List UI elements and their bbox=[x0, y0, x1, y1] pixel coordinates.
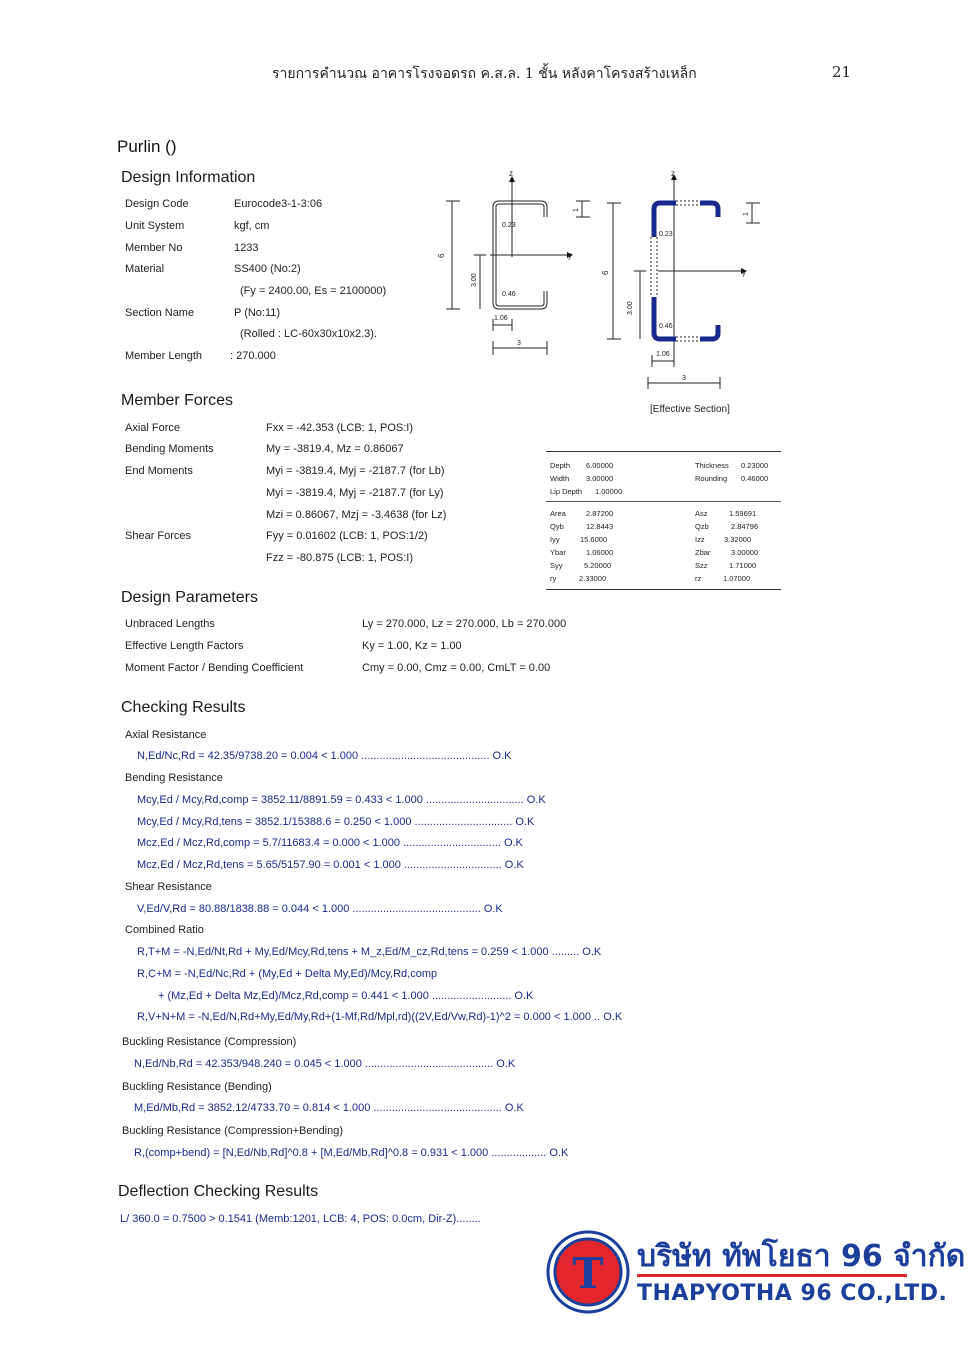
prop-value: 2.84796 bbox=[731, 522, 759, 531]
prop-key: Izz bbox=[695, 535, 705, 544]
right-height-label: 3.00 bbox=[627, 301, 634, 315]
bending-check-y-comp: Mcy,Ed / Mcy,Rd,comp = 3852.11/8891.59 = 0.433 < 1.000 ................................ O.K bbox=[137, 794, 546, 806]
shear-resistance-label: Shear Resistance bbox=[125, 881, 212, 893]
prop-value: 5.20000 bbox=[584, 561, 612, 570]
unbraced-lengths-label: Unbraced Lengths bbox=[125, 618, 215, 630]
combined-ratio-cm-cont: + (Mz,Ed + Delta Mz,Ed)/Mcz,Rd,comp = 0.441 < 1.000 .......................... O.K bbox=[158, 990, 534, 1002]
combined-ratio-vnm: R,V+N+M = -N,Ed/N,Rd+My,Ed/My,Rd+(1-Mf,Rd/Mpl,rd)((2V,Ed/Vw,Rd)-1)^2 = 0.000 < 1.000 .. O.K bbox=[137, 1011, 623, 1023]
design-info-heading: Design Information bbox=[121, 169, 256, 186]
prop-key: Lip Depth bbox=[550, 487, 583, 496]
unit-system-label: Unit System bbox=[125, 220, 185, 232]
prop-key: Zbar bbox=[695, 548, 711, 557]
prop-key: ry bbox=[550, 574, 557, 583]
unbraced-lengths-value: Ly = 270.000, Lz = 270.000, Lb = 270.000 bbox=[362, 618, 567, 630]
prop-value: 1.71000 bbox=[729, 561, 757, 570]
prop-key: Qyb bbox=[550, 522, 564, 531]
effective-length-label: Effective Length Factors bbox=[125, 640, 244, 652]
axial-force-value: Fxx = -42.353 (LCB: 1, POS:I) bbox=[266, 422, 414, 434]
material-label: Material bbox=[125, 263, 165, 275]
member-no-value: 1233 bbox=[234, 242, 259, 254]
prop-value: 1.06000 bbox=[586, 548, 614, 557]
end-moments-lb-value: Myi = -3819.4, Myj = -2187.7 (for Lb) bbox=[266, 465, 445, 477]
prop-key: Thickness bbox=[695, 461, 729, 470]
effective-section-drawing bbox=[607, 175, 760, 389]
right-width-label: 3 bbox=[682, 375, 686, 382]
bending-moments-label: Bending Moments bbox=[125, 443, 214, 455]
member-forces-heading: Member Forces bbox=[121, 392, 234, 409]
combined-ratio-cm: R,C+M = -N,Ed/Nc,Rd + (My,Ed + Delta My,Ed)/Mcy,Rd,comp bbox=[137, 968, 438, 980]
left-z-axis-label: z bbox=[509, 169, 513, 178]
logo-divider bbox=[637, 1274, 907, 1277]
combined-ratio-label: Combined Ratio bbox=[125, 924, 204, 936]
effective-section-caption: [Effective Section] bbox=[650, 404, 730, 415]
moment-factor-label: Moment Factor / Bending Coefficient bbox=[125, 662, 304, 674]
bending-check-y-tens: Mcy,Ed / Mcy,Rd,tens = 3852.1/15388.6 = 0.250 < 1.000 ................................ O.K bbox=[137, 816, 535, 828]
prop-value: 15.6000 bbox=[580, 535, 608, 544]
prop-value: 1.59691 bbox=[729, 509, 757, 518]
prop-value: 0.23000 bbox=[741, 461, 769, 470]
buckling-comp-bend-label: Buckling Resistance (Compression+Bending) bbox=[122, 1125, 344, 1137]
prop-key: Syy bbox=[550, 561, 563, 570]
bending-check-z-tens: Mcz,Ed / Mcz,Rd,tens = 5.65/5157.90 = 0.001 < 1.000 ................................ O.K bbox=[137, 859, 524, 871]
prop-value: 2.33000 bbox=[579, 574, 607, 583]
shear-resistance-check: V,Ed/V,Rd = 80.88/1838.88 = 0.044 < 1.000 .......................................... O.K bbox=[137, 903, 503, 915]
shear-fyy-value: Fyy = 0.01602 (LCB: 1, POS:1/2) bbox=[266, 530, 428, 542]
right-lip-label: 1 bbox=[743, 212, 750, 216]
section-diagram bbox=[430, 165, 790, 420]
section-properties-table bbox=[546, 451, 781, 590]
left-depth-label: 6 bbox=[437, 253, 446, 258]
axial-force-label: Axial Force bbox=[125, 422, 181, 434]
end-moments-lz-value: Mzi = 0.86067, Mzj = -3.4638 (for Lz) bbox=[266, 509, 447, 521]
combined-ratio-tm: R,T+M = -N,Ed/Nt,Rd + My,Ed/Mcy,Rd,tens + M_z,Ed/M_cz,Rd,tens = 0.259 < 1.000 ......... O.K bbox=[137, 946, 602, 958]
bending-resistance-label: Bending Resistance bbox=[125, 772, 223, 784]
page-header-title: รายการคำนวณ อาคารโรงจอดรถ ค.ส.ล. 1 ชั้น หลังคาโครงสร้างเหล็ก bbox=[272, 66, 697, 82]
prop-value: 6.00000 bbox=[586, 461, 614, 470]
material-props-value: (Fy = 2400.00, Es = 2100000) bbox=[240, 285, 387, 297]
purlin-title: Purlin () bbox=[117, 137, 177, 156]
unit-system-value: kgf, cm bbox=[234, 220, 270, 232]
bending-check-z-comp: Mcz,Ed / Mcz,Rd,comp = 5.7/11683.4 = 0.000 < 1.000 ................................ O.K bbox=[137, 837, 523, 849]
member-no-label: Member No bbox=[125, 242, 183, 254]
prop-key: Area bbox=[550, 509, 566, 518]
left-cy-label: 1.06 bbox=[494, 315, 508, 322]
prop-key: Iyy bbox=[550, 535, 560, 544]
deflection-heading: Deflection Checking Results bbox=[118, 1183, 319, 1200]
bending-moments-value: My = -3819.4, Mz = 0.86067 bbox=[266, 443, 404, 455]
left-y-axis-label: y bbox=[568, 251, 572, 260]
buckling-bending-label: Buckling Resistance (Bending) bbox=[122, 1081, 272, 1093]
section-name-label: Section Name bbox=[125, 307, 195, 319]
page-number: 21 bbox=[832, 63, 852, 81]
company-logo-emblem bbox=[546, 1230, 630, 1314]
section-name-value: P (No:11) bbox=[234, 307, 281, 319]
right-y-axis-label: y bbox=[742, 268, 746, 277]
buckling-compression-check: N,Ed/Nb,Rd = 42.353/948.240 = 0.045 < 1.000 .......................................... O.K bbox=[134, 1058, 516, 1070]
left-rounding-label: 0.46 bbox=[502, 291, 516, 298]
buckling-comp-bend-check: R,(comp+bend) = [N,Ed/Nb,Rd]^0.8 + [M,Ed/Mb,Rd]^0.8 = 0.931 < 1.000 .................. O.K bbox=[134, 1147, 569, 1159]
prop-key: Depth bbox=[550, 461, 571, 470]
buckling-bending-check: M,Ed/Mb,Rd = 3852.12/4733.70 = 0.814 < 1.000 .......................................... O.K bbox=[134, 1102, 524, 1114]
prop-value: 0.46000 bbox=[741, 474, 769, 483]
prop-key: Szz bbox=[695, 561, 708, 570]
end-moments-ly-value: Myi = -3819.4, Myj = -2187.7 (for Ly) bbox=[266, 487, 444, 499]
design-params-heading: Design Parameters bbox=[121, 589, 258, 606]
effective-length-value: Ky = 1.00, Kz = 1.00 bbox=[362, 640, 462, 652]
moment-factor-value: Cmy = 0.00, Cmz = 0.00, CmLT = 0.00 bbox=[362, 662, 551, 674]
section-rolled-value: (Rolled : LC-60x30x10x2.3). bbox=[240, 328, 377, 340]
prop-value: 1.07000 bbox=[723, 574, 751, 583]
design-code-value: Eurocode3-1-3:06 bbox=[234, 198, 323, 210]
prop-value: 3.00000 bbox=[731, 548, 759, 557]
prop-value: 2.87200 bbox=[586, 509, 614, 518]
axial-resistance-label: Axial Resistance bbox=[125, 729, 207, 741]
prop-value: 12.8443 bbox=[586, 522, 614, 531]
shear-fzz-value: Fzz = -80.875 (LCB: 1, POS:I) bbox=[266, 552, 414, 564]
member-length-value: : 270.000 bbox=[230, 350, 276, 362]
right-cy-label: 1.06 bbox=[656, 351, 670, 358]
left-width-label: 3 bbox=[517, 340, 521, 347]
shear-forces-label: Shear Forces bbox=[125, 530, 192, 542]
buckling-compression-label: Buckling Resistance (Compression) bbox=[122, 1036, 297, 1048]
logo-letter: T bbox=[572, 1249, 604, 1298]
end-moments-label: End Moments bbox=[125, 465, 193, 477]
prop-value: 1.00000 bbox=[595, 487, 623, 496]
design-code-label: Design Code bbox=[125, 198, 189, 210]
left-height-label: 3.00 bbox=[471, 273, 478, 287]
gross-section-drawing bbox=[446, 177, 590, 355]
prop-key: Ybar bbox=[550, 548, 566, 557]
prop-key: Rounding bbox=[695, 474, 728, 483]
prop-key: rz bbox=[695, 574, 702, 583]
right-thickness-label: 0.23 bbox=[659, 231, 673, 238]
company-name-thai: บริษัท ทัพโยธา 96 จำกัด bbox=[637, 1239, 966, 1274]
left-thickness-label: 0.23 bbox=[502, 222, 516, 229]
right-rounding-label: 0.46 bbox=[659, 323, 673, 330]
prop-key: Width bbox=[550, 474, 570, 483]
company-name-english: THAPYOTHA 96 CO.,LTD. bbox=[637, 1281, 948, 1306]
prop-value: 3.32000 bbox=[724, 535, 752, 544]
axial-resistance-check: N,Ed/Nc,Rd = 42.35/9738.20 = 0.004 < 1.000 .......................................... O.K bbox=[137, 750, 512, 762]
right-z-axis-label: z bbox=[671, 169, 675, 178]
prop-key: Qzb bbox=[695, 522, 709, 531]
prop-key: Asz bbox=[695, 509, 708, 518]
member-length-label: Member Length bbox=[125, 350, 203, 362]
right-depth-label: 6 bbox=[601, 270, 610, 275]
checking-results-heading: Checking Results bbox=[121, 699, 246, 716]
material-value: SS400 (No:2) bbox=[234, 263, 301, 275]
deflection-check: L/ 360.0 = 0.7500 > 0.1541 (Memb:1201, LCB: 4, POS: 0.0cm, Dir-Z)........ bbox=[120, 1213, 481, 1225]
left-lip-label: 1 bbox=[573, 208, 580, 212]
prop-value: 3.00000 bbox=[586, 474, 614, 483]
